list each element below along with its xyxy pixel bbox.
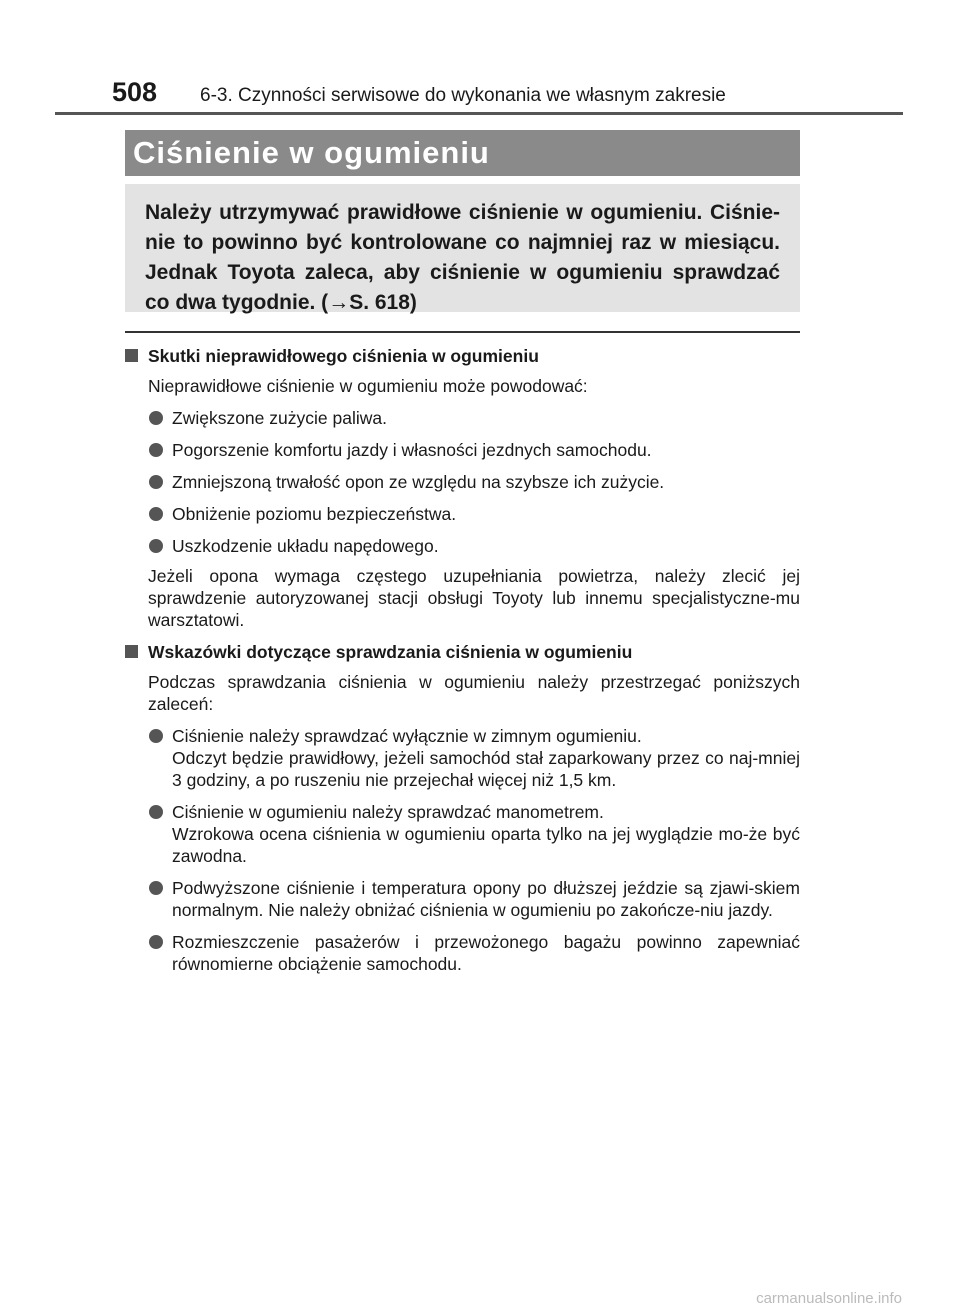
bullet-icon — [149, 539, 163, 553]
page-reference-link[interactable]: S. 618) — [349, 291, 417, 314]
section-title: 6-3. Czynności serwisowe do wykonania we własnym zakresie — [200, 85, 726, 106]
page-title: Ciśnienie w ogumieniu — [125, 130, 800, 176]
main-content — [125, 339, 800, 975]
bullet-icon — [149, 935, 163, 949]
list-item-detail: Odczyt będzie prawidłowy, jeżeli samochód stał zaparkowany przez co naj-mniej 3 godziny, a po ruszeniu nie przejechał więcej niż 1,5 km. — [172, 748, 800, 790]
bullet-icon — [149, 805, 163, 819]
bullet-icon — [149, 729, 163, 743]
page-header — [0, 72, 960, 112]
intro-text: Należy utrzymywać prawidłowe ciśnienie w ogumieniu. Ciśnie-nie to powinno być kontrolowane co najmniej raz w miesiącu. Jednak Toyota zaleca, aby ciśnienie w ogumieniu sprawdzać co dwa tygodnie. ( — [145, 201, 780, 314]
bullet-icon — [149, 475, 163, 489]
list-item: Pogorszenie komfortu jazdy i własności jezdnych samochodu. — [125, 439, 800, 461]
list-item: Obniżenie poziomu bezpieczeństwa. — [125, 503, 800, 525]
section-closing: Jeżeli opona wymaga częstego uzupełniania powietrza, należy zlecić jej sprawdzenie autoryzowanej stacji obsługi Toyoty lub innemu specjalistyczne-mu warsztatowi. — [148, 566, 800, 630]
list-item: Zmniejszoną trwałość opon ze względu na szybsze ich zużycie. — [125, 471, 800, 493]
bullet-icon — [149, 443, 163, 457]
intro-box — [125, 184, 800, 312]
page-number: 508 — [112, 77, 158, 107]
bullet-icon — [149, 881, 163, 895]
bullet-icon — [149, 411, 163, 425]
list-item: Ciśnienie należy sprawdzać wyłącznie w zimnym ogumieniu. Odczyt będzie prawidłowy, jeżeli samochód stał zaparkowany przez co naj-mniej 3 godziny, a po ruszeniu nie przejechał więcej niż 1,5 km. — [125, 725, 800, 791]
section-lead: Nieprawidłowe ciśnienie w ogumieniu może powodować: — [148, 376, 588, 396]
list-item: Rozmieszczenie pasażerów i przewożonego bagażu powinno zapewniać równomierne obciążenie samochodu. — [125, 931, 800, 975]
square-bullet-icon — [125, 645, 138, 658]
list-item: Uszkodzenie układu napędowego. — [125, 535, 800, 557]
square-bullet-icon — [125, 349, 138, 362]
list-item: Ciśnienie w ogumieniu należy sprawdzać manometrem. Wzrokowa ocena ciśnienia w ogumieniu oparta tylko na jej wyglądzie mo-że być zawodna. — [125, 801, 800, 867]
section-heading: Wskazówki dotyczące sprawdzania ciśnienia w ogumieniu — [125, 641, 800, 663]
arrow-icon: → — [328, 291, 350, 314]
watermark: carmanualsonline.info — [756, 1290, 902, 1307]
bullet-icon — [149, 507, 163, 521]
list-item-detail: Wzrokowa ocena ciśnienia w ogumieniu oparta tylko na jej wyglądzie mo-że być zawodna. — [172, 824, 800, 866]
intro-divider — [125, 331, 800, 333]
list-item: Podwyższone ciśnienie i temperatura opony po dłuższej jeździe są zjawi-skiem normalnym. Nie należy obniżać ciśnienia w ogumieniu po zakończe-niu jazdy. — [125, 877, 800, 921]
header-divider — [55, 112, 903, 115]
section-heading: Skutki nieprawidłowego ciśnienia w ogumieniu — [125, 345, 800, 367]
list-item: Zwiększone zużycie paliwa. — [125, 407, 800, 429]
section-lead: Podczas sprawdzania ciśnienia w ogumieniu należy przestrzegać poniższych zaleceń: — [148, 672, 800, 714]
